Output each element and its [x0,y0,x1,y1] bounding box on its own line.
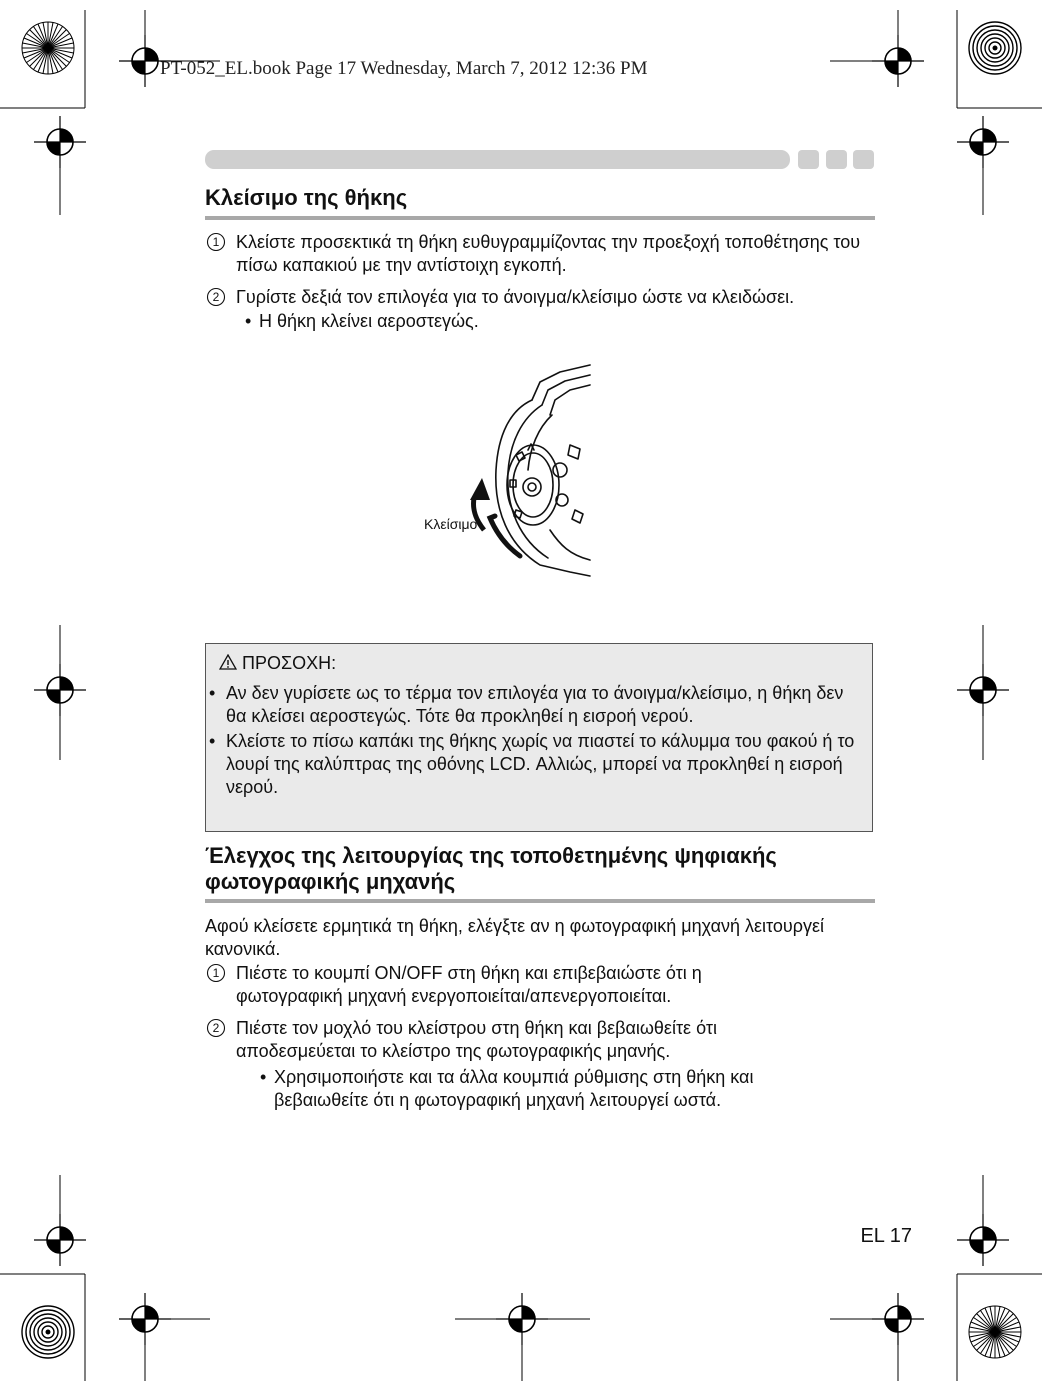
svg-text:2: 2 [212,1021,220,1035]
circled-number-2 [205,1017,229,1037]
step-2 [205,1017,875,1063]
step-text: Πιέστε το κουμπί ON/OFF στη θήκη και επιβεβαιώστε ότι η φωτογραφική μηχανή ενεργοποιείται/απενεργοποιείται. [236,963,702,1006]
svg-text:2: 2 [212,290,220,304]
svg-text:1: 1 [212,235,220,249]
bullet-text: Χρησιμοποιήστε και τα άλλα κουμπιά ρύθμισης στη θήκη και βεβαιωθείτε ότι η φωτογραφική μηχανή λειτουργεί ωστά. [274,1067,754,1110]
caution-text: Κλείστε το πίσω καπάκι της θήκης χωρίς να πιαστεί το κάλυμμα του φακού ή το λουρί της καλύπτρας της οθόνης LCD. Αλλιώς, μπορεί να προκληθεί η εισροή νερού. [226,731,855,797]
caution-item: • Κλείστε το πίσω καπάκι της θήκης χωρίς να πιαστεί το κάλυμμα του φακού ή το λουρί της καλύπτρας της οθόνης LCD. Αλλιώς, μπορεί να προκληθεί η εισροή νερού. [206,730,866,799]
intro-paragraph: Αφού κλείσετε ερμητικά τη θήκη, ελέγξτε αν η φωτογραφική μηχανή λειτουργεί κανονικά. [205,916,825,959]
step-text: Πιέστε τον μοχλό του κλείστρου στη θήκη και βεβαιωθείτε ότι αποδεσμεύεται το κλείστρο της φωτογραφικής μηανής. [236,1018,717,1061]
step-text: Γυρίστε δεξιά τον επιλογέα για το άνοιγμα/κλείσιμο ώστε να κλειδώσει. [236,287,795,307]
book-header: PT-052_EL.book Page 17 Wednesday, March 7, 2012 12:36 PM [160,58,648,79]
caution-title: ΠΡΟΣΟΧΗ: [242,653,337,673]
circled-number-2 [205,286,229,306]
svg-text:1: 1 [212,966,220,980]
bullet-item: • Η θήκη κλείνει αεροστεγώς. [245,310,875,333]
bullet-text: Η θήκη κλείνει αεροστεγώς. [259,311,479,331]
section-title: Κλείσιμο της θήκης [205,185,408,210]
section-title: Έλεγχος της λειτουργίας της τοποθετημένης ψηφιακής φωτογραφικής μηχανής [205,843,777,894]
caution-text: Αν δεν γυρίσετε ως το τέρμα τον επιλογέα για το άνοιγμα/κλείσιμο, η θήκη δεν θα κλείσει αεροστεγώς. Τότε θα προκληθεί η εισροή νερού. [226,683,844,726]
title-rule [205,216,875,220]
warning-icon [219,654,237,670]
circled-number-1 [205,231,229,251]
circled-number-1 [205,962,229,982]
figure-label: Κλείσιμο [424,516,478,532]
step-2 [205,286,875,309]
caution-box [205,643,873,832]
section-square [853,150,874,169]
section-square [826,150,847,169]
section-square [798,150,819,169]
step-text: Κλείστε προσεκτικά τη θήκη ευθυγραμμίζοντας την προεξοχή τοποθέτησης του πίσω καπακιού με την αντίστοιχη εγκοπή. [236,232,861,275]
step-1 [205,231,875,277]
step-1 [205,962,875,1008]
caution-item: • Αν δεν γυρίσετε ως το τέρμα τον επιλογέα για το άνοιγμα/κλείσιμο, η θήκη δεν θα κλείσει αεροστεγώς. Τότε θα προκληθεί η εισροή νερού. [206,682,866,728]
housing-illustration [410,360,600,582]
page-number: EL 17 [860,1225,912,1247]
bullet-item: • Χρησιμοποιήστε και τα άλλα κουμπιά ρύθμισης στη θήκη και βεβαιωθείτε ότι η φωτογραφική μηχανή λειτουργεί ωστά. [260,1066,820,1112]
section-bar [205,150,790,169]
title-rule [205,899,875,903]
caution-heading [219,653,336,674]
